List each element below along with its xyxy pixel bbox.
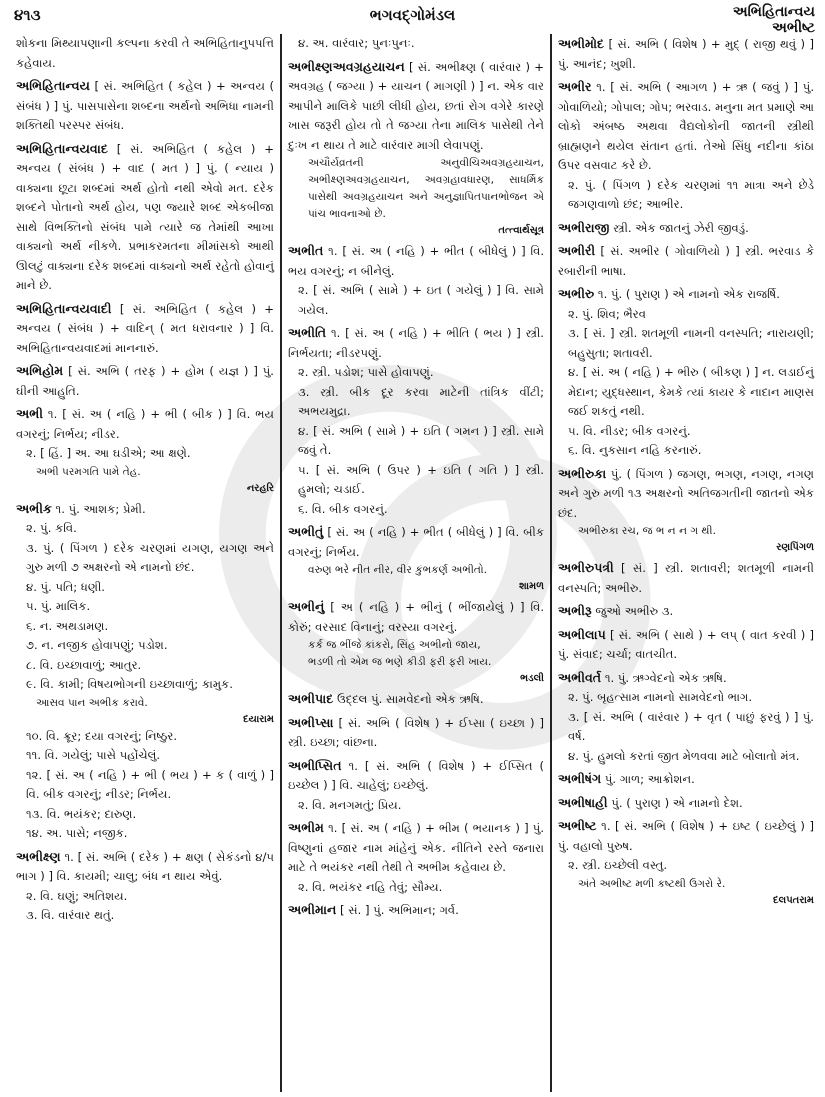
sense: ૪. [ સં. અભિ ( સામે ) + ઇતિ ( ગમન ) ] સ્ત્રી. સામે જવું તે. [298, 423, 544, 457]
sense: ૨. પું. ( પિંગળ ) દરેક ચરણમાં ૧૧ માત્રા અને છેડે જગણવાળો છંદ; આભીર. [568, 177, 814, 211]
headword: અભિહોમ [16, 363, 64, 378]
dictionary-entry [16, 847, 274, 926]
headword: અભીરુપત્રી [558, 560, 614, 575]
column-2 [280, 34, 550, 1092]
dictionary-entry [288, 756, 544, 816]
definition: [ સં. ] સ્ત્રી. શતાવરી; શતમૂળી નામની વનસ્પતિ; અભીરુ. [558, 561, 814, 595]
headword: અભીરુકા [558, 465, 607, 481]
sense: ૪. પું. હુમલો કરતાં જીત મેળવવા માટે બોલાતો મંત્ર. [568, 748, 800, 763]
definition: ઉદ્દલ પું. સામવેદનો એક ઋષિ. [336, 692, 484, 706]
dictionary-entry [558, 601, 814, 622]
sense: ૧. [ સં. અ ( નહિ ) + ભીમ ( ભયાનક ) ] પું. વિષ્ણુનાં હજાર નામ માંહેનું એક. નીતિને રસ્તે જનારા માટે તે ભયંકર નથી તેથી તે અભીમ કહેવાય છે. [288, 821, 545, 874]
continued-text: શોકના મિથ્યાપણાની કલ્પના કરવી તે અભિહિતાનુપપત્તિ કહેવાય. [16, 36, 274, 70]
continued-text: ૪. અ. વારંવાર; પુનઃપુનઃ. [298, 36, 415, 50]
sense: ૧૨. [ સં. અ ( નહિ ) + ભી ( ભય ) + ક ( વાળું ) ] વિ. બીક વગરનું; નીડર; નિર્ભય. [26, 767, 274, 801]
sense: ૬. ન. અથડામણ. [26, 618, 109, 633]
definition: પું. ( પિંગળ ) જગણ, ભગણ, નગણ, નગણ અને ગુરુ મળી ૧૩ અક્ષરનો અતિજગતીની જાતનો એક છંદ. [558, 466, 815, 520]
dictionary-entry [558, 793, 814, 814]
dictionary-entry [558, 558, 814, 598]
definition: [ સં. અભિ ( તરફ ) + હોમ ( યજ્ઞ ) ] પું. ઘીની આહુતિ. [16, 364, 274, 398]
quotation-source: ભડલી [520, 673, 544, 684]
headword: અભીતું [288, 524, 324, 539]
dictionary-entry [288, 689, 544, 710]
quotation: કર્ક જ ભીંજે કાંકરો, સિંહ અભીનો જાય, [308, 639, 481, 651]
page-header [0, 0, 825, 36]
dictionary-columns [10, 34, 820, 1092]
sense: ૩. [ સં. ] સ્ત્રી. શતમૂળી નામની વનસ્પતિ; નારાયણી; બહુસુતા; શતાવરી. [568, 326, 814, 360]
dictionary-entry [558, 816, 814, 908]
column-1 [10, 34, 280, 1092]
dictionary-entry [288, 323, 544, 519]
dictionary-entry [288, 241, 544, 320]
definition: [ સં. અભીર ( ગોવાળિયો ) ] સ્ત્રી. ભરવાડ કે રબારીની ભાષા. [558, 244, 814, 278]
dictionary-entry [16, 499, 274, 844]
quotation-source: દલપતરામ [773, 894, 814, 906]
sense: ૨. સ્ત્રી. પડોશ; પાસે હોવાપણું. [298, 365, 434, 379]
headword: અભિહિતાન્વય [16, 78, 90, 93]
definition: [ સં. અભિહિત ( કહેલ ) + અન્વય ( સંબંધ ) ] પું. પાસપાસેના શબ્દના અર્થનો અભિધા નામની શક્તિથી પરસ્પર સંબંધ. [16, 79, 275, 132]
sense: ૧. [ સં. અભિ ( વિશેષ ) + ઇષ્ટ ( ઇચ્છેલું ) ] પું. વહાલો પુરુષ. [558, 819, 815, 853]
dictionary-entry [558, 241, 814, 281]
sense: ૧૪. અ. પાસે; નજીક. [26, 826, 128, 840]
sense: ૬. વિ. નુકસાન નહિ કરનારું. [568, 443, 702, 457]
headword: અભીમ [288, 820, 324, 835]
quotation-source: શામળ [518, 581, 544, 592]
sense: ૩. વિ. વારંવાર થતું. [26, 908, 115, 922]
headword: અભિહિતાન્વયવાદી [16, 300, 112, 316]
dictionary-entry [16, 299, 274, 359]
dictionary-entry [558, 769, 814, 790]
dictionary-entry [288, 522, 544, 594]
dictionary-entry [558, 218, 814, 239]
headword: અભીપાદ [288, 691, 334, 706]
quotation: અભી પરમગતિ પામે તેહ. [36, 465, 141, 478]
dictionary-entry [288, 713, 544, 753]
sense: ૯. વિ. કામી; વિષયભોગની ઇચ્છાવાળું; કામુક. [26, 677, 233, 691]
dictionary-entry [16, 361, 274, 401]
quotation: વરુણ ભરે નીત નીર, વીર કુંભકર્ણ અભીતો. [308, 564, 487, 576]
dictionary-entry [288, 57, 544, 239]
quotation: આસવ પાન અભીક કરાવે. [36, 696, 148, 709]
sense: ૨. સ્ત્રી. ઇચ્છેલી વસ્તુ. [568, 858, 668, 872]
guide-word-first: અભિહિતાન્વય [732, 4, 815, 20]
sense: ૨. પું. કવિ. [26, 521, 77, 535]
sense: ૨. વિ. ઘણું; અતિશય. [26, 888, 128, 903]
dictionary-entry [16, 76, 274, 136]
sense: ૧. પું. ( પુરાણ ) એ નામનો એક રાજર્ષિ. [597, 287, 780, 301]
headword: અભીલાપ [558, 626, 606, 642]
definition: [ સં. અભિહિત ( કહેલ ) + અન્વય ( સંબંધ ) + વાદિન્ ( મત ધરાવનાર ) ] વિ. અભિહિતાન્વયવાદમાં માનનારું. [16, 301, 275, 355]
definition: જુઓ અભીરુ ૩. [595, 604, 674, 618]
quotation-source: રણપિંગળ [776, 542, 814, 553]
definition: [ સં. અભિ ( વિશેષ ) + મુદ્ ( રાજી થવું ) ] પું. આનંદ; ખુશી. [558, 37, 814, 71]
dictionary-entry [288, 818, 544, 897]
headword: અભીક્ષ્ણઅવગ્રહયાચન [288, 58, 405, 74]
dictionary-entry [558, 668, 814, 767]
sense: ૫. પું. માલિક. [26, 599, 91, 613]
headword: અભીરાજી [558, 219, 610, 235]
sense: ૫. વિ. નીડર; બીક વગરનું. [568, 423, 691, 438]
quotation: ભડળી તો એમ જ ભણે કીડી ફરી ફરી ખાય. [308, 656, 492, 668]
sense: ૧. પું. આશક; પ્રેમી. [55, 501, 146, 516]
sense: ૩. પું. ( પિંગળ ) દરેક ચરણમાં યગણ, યગણ અને ગુરુ મળી ૭ અક્ષરનો એ નામનો છંદ. [26, 540, 274, 574]
dictionary-entry [16, 404, 274, 496]
headword: અભીક્ષ્ણ [16, 848, 61, 864]
headword: અભીપ્સા [288, 714, 334, 730]
sense: ૧૩. વિ. ભયંકર; દારુણ. [26, 806, 137, 821]
page-number: ૪૧૩ [14, 6, 41, 24]
headword: અભીર [558, 79, 592, 94]
headword: અભીતિ [288, 325, 327, 340]
book-title: ભગવદ્ગોમંડલ [369, 6, 456, 24]
sense: ૨. પું. શિવ; ભૈરવ [568, 306, 646, 321]
definition: પું. ગાળ; આક્રોશન. [604, 772, 695, 786]
dictionary-entry [558, 77, 814, 215]
sense: ૫. [ સં. અભિ ( ઉપર ) + ઇતિ ( ગતિ ) ] સ્ત્રી. હુમલો; ચડાઈ. [298, 462, 544, 496]
definition: [ સં. અભીક્ષ્ણ ( વારંવાર ) + અવગ્રહ ( જગ્યા ) + યાચન ( માગણી ) ] ન. એક વાર આપીને માલિકે પાછી લીધી હોય, છતાં રોગ વગેરે કારણે ખાસ જરૂરી હોય તો તે જગ્યા તેના માલિક પાસેથી તેને દુઃખ ન થાય તે માટે વારંવાર માગી લેવાપણું. [288, 59, 545, 152]
sense: ૩. સ્ત્રી. બીક દૂર કરવા માટેની તાંત્રિક વીંટી; અભયમુદ્રા. [298, 384, 544, 418]
quotation: અભીરુકા રચ, જ ભ ન ન ગ થી. [578, 525, 716, 537]
definition: [ સં. અ ( નહિ ) + ભીત ( બીધેલું ) ] વિ. બીક વગરનું; નિર્ભય. [288, 525, 544, 559]
headword: અભીરી [558, 243, 596, 258]
definition: [ સં. અભિ ( વિશેષ ) + ઈપ્સા ( ઇચ્છા ) ] સ્ત્રી. ઇચ્છા; વાંછના. [288, 715, 544, 749]
dictionary-entry [558, 625, 814, 665]
sense: ૬. વિ. બીક વગરનું. [298, 501, 388, 516]
sense: ૨. [ હિં. ] અ. આ ઘડીએ; આ ક્ષણે. [26, 446, 191, 460]
sense: ૧૧. વિ. ગયેલું; પાસે પહોંચેલું. [26, 748, 161, 762]
sense: ૨. વિ. મનગમતું; પ્રિય. [298, 797, 402, 812]
sense: ૪. પું. પતિ; ધણી. [26, 579, 105, 594]
dictionary-entry [16, 139, 274, 296]
headword: અભીપ્સિત [288, 757, 342, 773]
sense: ૨. પું. બૃહત્સામ નામનો સામવેદનો ભાગ. [568, 690, 753, 704]
headword: અભિહિતાન્વયવાદ [16, 140, 108, 156]
definition: પું. ( પુરાણ ) એ નામનો દેશ. [611, 795, 743, 810]
definition: [ સં. અભિ ( સાથે ) + લપ્ ( વાત કરવી ) ] પું. સંવાદ; ચર્ચા; વાતચીત. [558, 627, 814, 661]
headword: અભીષંગ [558, 771, 602, 786]
guide-word-last: અભીષ્ટ [772, 20, 815, 36]
quotation-source: તત્ત્વાર્થસૂત્ર [498, 225, 544, 236]
quotation: અચૌર્યવ્રતની અનુવીચિઅવગ્રહયાચન, અભીક્ષ્ણઅવગ્રહયાચન, અવગ્રહાવધારણ, સાધર્મિક પાસેથી અવગ્રહયાચન અને અનુજ્ઞાપિતપાનભોજન એ પાંચ ભાવનાઓ છે. [308, 157, 544, 220]
sense: ૨. વિ. ભયંકર નહિ તેવું; સૌમ્ય. [298, 879, 443, 894]
headword: અભીત [288, 243, 324, 258]
sense: ૧. [ સં. અ ( નહિ ) + ભીત ( બીધેલું ) ] વિ. ભય વગરનું; ન બીનેલું. [288, 244, 545, 278]
sense: ૧. પું. ઋગ્વેદનો એક ઋષિ. [604, 670, 727, 685]
headword: અભીષ્ટ [558, 818, 597, 833]
headword: અભીરુ [558, 286, 595, 301]
sense: ૨. [ સં. અભિ ( સામે ) + ઇત ( ગયેલું ) ] વિ. સામે ગયેલ. [298, 283, 544, 317]
quotation: અંતે અભીષ્ટ મળી કષ્ટથી ઉગરો રે. [578, 877, 726, 890]
sense: ૧૦. વિ. ક્રૂર; દયા વગરનું; નિષ્ઠુર. [26, 728, 178, 743]
headword: અભીક [16, 500, 52, 516]
quotation-source: દયારામ [243, 713, 274, 725]
sense: ૧. [ સં. અભિ ( આગળ ) + ઋ ( જવું ) ] પું. ગોવાળિયો; ગોપાલ; ગોપ; ભરવાડ. મનુના મત પ્રમાણે આ લોકો અંબષ્ઠ અથવા વૈદ્યલોકોની જાતની સ્ત્રીથી બ્રાહ્મણને થયેલ સંતાન હતાં. તેઓ સિંધુ નદીના કાંઠા ઉપર વસવાટ કરે છે. [558, 80, 814, 172]
definition: [ અ ( નહિ ) + ભીનું ( ભીંજાયેલું ) ] વિ. કોરું; વરસાદ વિનાનું; વરસ્યા વગરનું. [288, 600, 545, 634]
headword: અભીવર્ત [558, 669, 602, 685]
definition: સ્ત્રી. એક જાતનું ઝેરી જીવડું. [613, 220, 749, 235]
sense: ૪. [ સં. અ ( નહિ ) + ભીરુ ( બીકણ ) ] ન. લડાઈનું મેદાન; યુદ્ધસ્થાન, કેમકે ત્યાં કાયર કે નાદાન માણસ જઈ શકતું નથી. [568, 365, 814, 418]
dictionary-entry [288, 597, 544, 686]
headword: અભીષાહી [558, 794, 608, 810]
sense: ૧. [ સં. અભિ ( વિશેષ ) + ઈપ્સિત ( ઇચ્છેલ ) ] વિ. ચાહેલું; ઇચ્છેલું. [288, 758, 545, 792]
sense: ૧. [ સં. અ ( નહિ ) + ભીતિ ( ભય ) ] સ્ત્રી. નિર્ભયતા; નીડરપણું. [288, 326, 544, 360]
quotation-source: નરહરિ [246, 482, 274, 494]
column-3 [550, 34, 820, 1092]
dictionary-entry [288, 900, 544, 921]
dictionary-entry [558, 284, 814, 461]
headword: અભીરૂ [558, 603, 592, 618]
headword: અભીમાન [288, 902, 337, 917]
headword: અભીનું [288, 599, 325, 614]
sense: ૮. વિ. ઇચ્છાવાળું; આતુર. [26, 657, 142, 672]
sense: ૧. [ સં. અ ( નહિ ) + ભી ( બીક ) ] વિ. ભય વગરનું; નિર્ભય; નીડર. [16, 407, 274, 441]
sense: ૧. [ સં. અભિ ( દરેક ) + ક્ષણ ( સેકંડનો ૪/૫ ભાગ ) ] વિ. કાયમી; ચાલુ; બંધ ન થાય એવું. [16, 849, 275, 883]
definition: [ સં. ] પું. અભિમાન; ગર્વ. [340, 903, 459, 917]
headword: અભીમોદ [558, 36, 605, 51]
headword: અભી [16, 406, 43, 421]
dictionary-entry [558, 464, 814, 556]
sense: ૭. ન. નજીક હોવાપણું; પડોશ. [26, 638, 168, 652]
dictionary-entry [558, 34, 814, 74]
sense: ૩. [ સં. અભિ ( વારંવાર ) + વૃત ( પાછું ફરવું ) ] પું. વર્ષ. [568, 709, 814, 743]
definition: [ સં. અભિહિત ( કહેલ ) + અન્વય ( સંબંધ ) + વાદ ( મત ) ] પું. ( ન્યાય ) વાક્યના છૂટા શબ્દમાં અર્થ હોતો નથી એવો મત. દરેક શબ્દને પોતાનો અર્થ હોય, પણ જ્યારે શબ્દ એકબીજા સાથે વિભક્તિનો સંબંધ પામે ત્યારે જ તેમાંથી આખા વાક્યનો અર્થ નીકળે. પ્રભાકરમતના મીમાંસકો આથી ઊલટું વાક્યના દરેક શબ્દમાં વાક્યનો અર્થ રહેતો હોવાનું માને છે. [16, 141, 275, 292]
guide-words [733, 4, 815, 36]
